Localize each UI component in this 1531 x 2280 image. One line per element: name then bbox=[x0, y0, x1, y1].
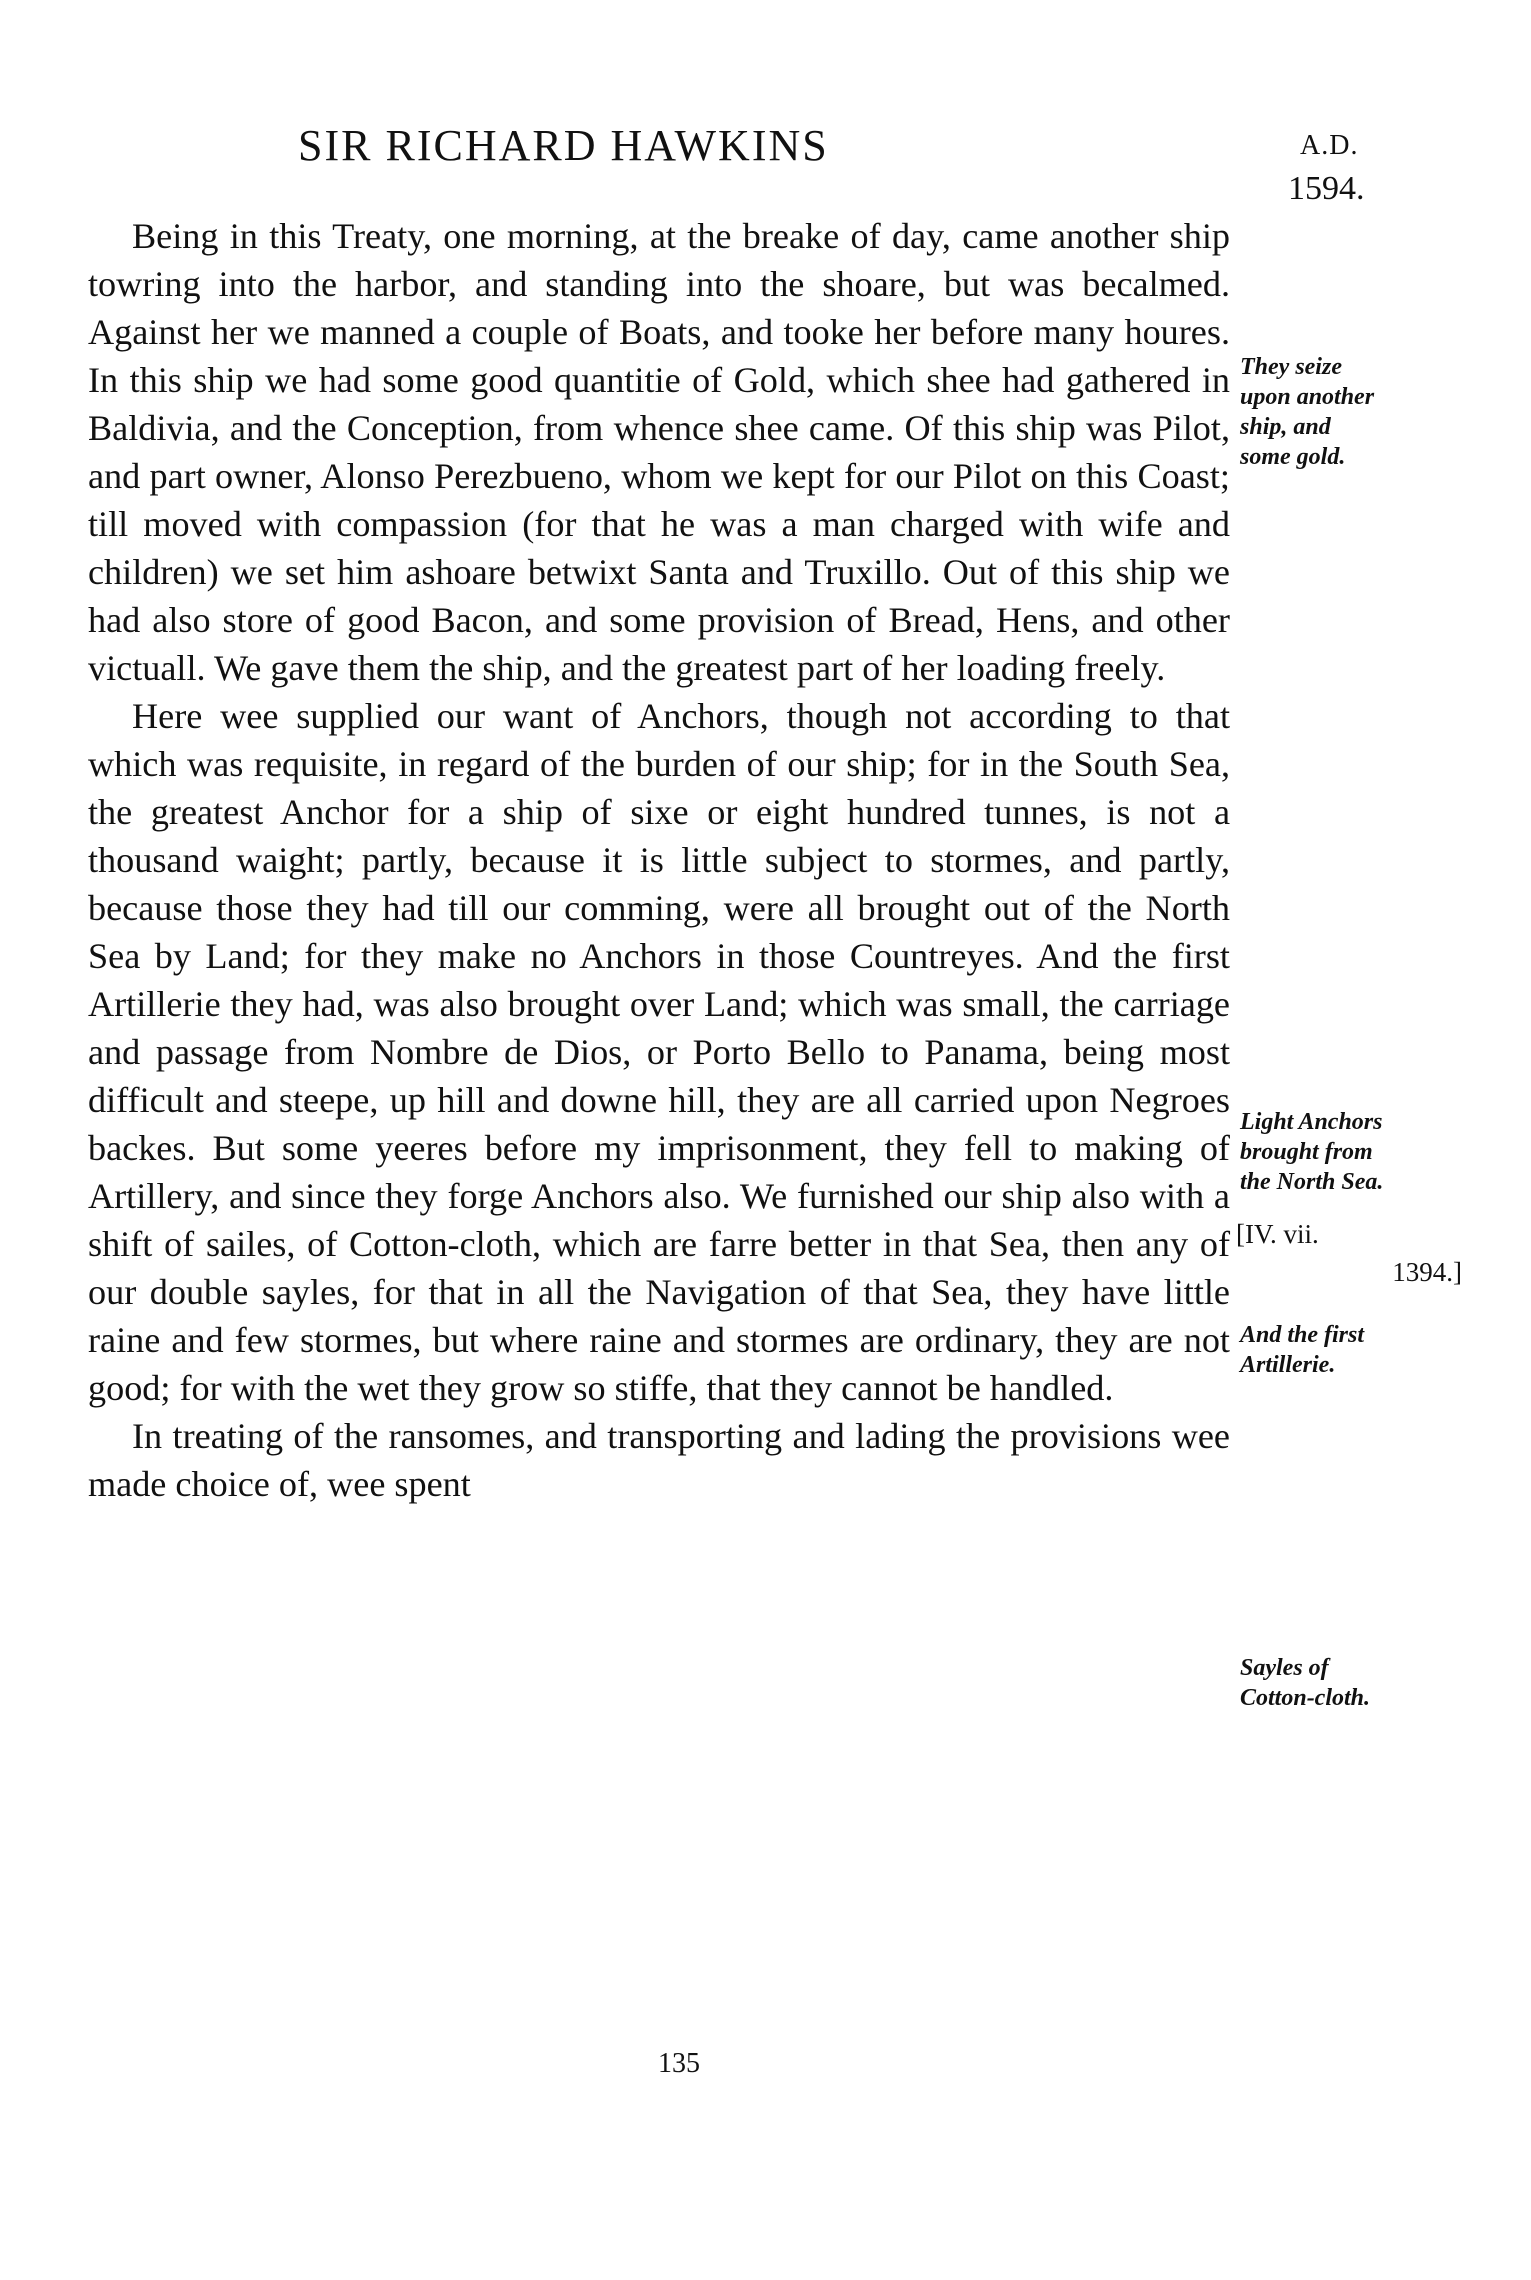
header-year: 1594. bbox=[1288, 170, 1365, 207]
side-note-line: They seize bbox=[1240, 354, 1342, 380]
side-note-line: Sayles of bbox=[1240, 1655, 1329, 1681]
running-header-title: SIR RICHARD HAWKINS bbox=[298, 121, 829, 170]
side-note-sayles bbox=[1240, 1653, 1370, 1713]
side-note-line: the North Sea. bbox=[1240, 1169, 1384, 1195]
side-note-light-anchors bbox=[1240, 1107, 1383, 1197]
side-note-first-artillerie bbox=[1240, 1320, 1364, 1380]
volume-reference-line: [IV. vii. bbox=[1236, 1219, 1319, 1249]
header-year-label: A.D. bbox=[1300, 130, 1359, 161]
side-note-line: Cotton-cloth. bbox=[1240, 1685, 1371, 1711]
side-note-line: some gold. bbox=[1240, 444, 1346, 470]
volume-reference bbox=[1236, 1215, 1462, 1291]
side-note-line: Light Anchors bbox=[1240, 1109, 1383, 1135]
body-text bbox=[88, 212, 1230, 1508]
paragraph: Being in this Treaty, one morning, at the breake of day, came another ship towring into the harbor, and standing into the shoare, but was becalmed. Against her we manned a couple of Boats, and tooke her before many houres. In this ship we had some good quantitie of Gold, which shee had gathered in Baldivia, and the Conception, from whence shee came. Of this ship was Pilot, and part owner, Alonso Perezbueno, whom we kept for our Pilot on this Coast; till moved with compassion (for that he was a man charged with wife and children) we set him ashoare betwixt Santa and Truxillo. Out of this ship we had also store of good Bacon, and some provision of Bread, Hens, and other victuall. We gave them the ship, and the greatest part of her loading freely. bbox=[88, 216, 1230, 688]
side-note-seize-ship bbox=[1240, 352, 1374, 472]
page-number: 135 bbox=[658, 2048, 700, 2079]
side-note-line: upon another bbox=[1240, 384, 1375, 410]
side-note-line: ship, and bbox=[1240, 414, 1331, 440]
volume-reference-line: 1394.] bbox=[1392, 1257, 1462, 1287]
paragraph: In treating of the ransomes, and transporting and lading the provisions wee made choice of, wee spent bbox=[88, 1416, 1230, 1504]
side-note-line: Artillerie. bbox=[1240, 1352, 1336, 1378]
paragraph: Here wee supplied our want of Anchors, though not according to that which was requisite, in regard of the burden of our ship; for in the South Sea, the greatest Anchor for a ship of sixe or eight hundred tunnes, is not a thousand waight; partly, because it is little subject to stormes, and partly, because those they had till our comming, were all brought out of the North Sea by Land; for they make no Anchors in those Countreyes. And the first Artillerie they had, was also brought over Land; which was small, the carriage and passage from Nombre de Dios, or Porto Bello to Panama, being most difficult and steepe, up hill and downe hill, they are all carried upon Negroes backes. But some yeeres before my imprisonment, they fell to making of Artillery, and since they forge Anchors also. We furnished our ship also with a shift of sailes, of Cotton-cloth, which are farre better in that Sea, then any of our double sayles, for that in all the Navigation of that Sea, they have little raine and few stormes, but where raine and stormes are ordinary, they are not good; for with the wet they grow so stiffe, that they cannot be handled. bbox=[88, 696, 1230, 1408]
side-note-line: brought from bbox=[1240, 1139, 1373, 1165]
side-note-line: And the first bbox=[1240, 1322, 1365, 1348]
